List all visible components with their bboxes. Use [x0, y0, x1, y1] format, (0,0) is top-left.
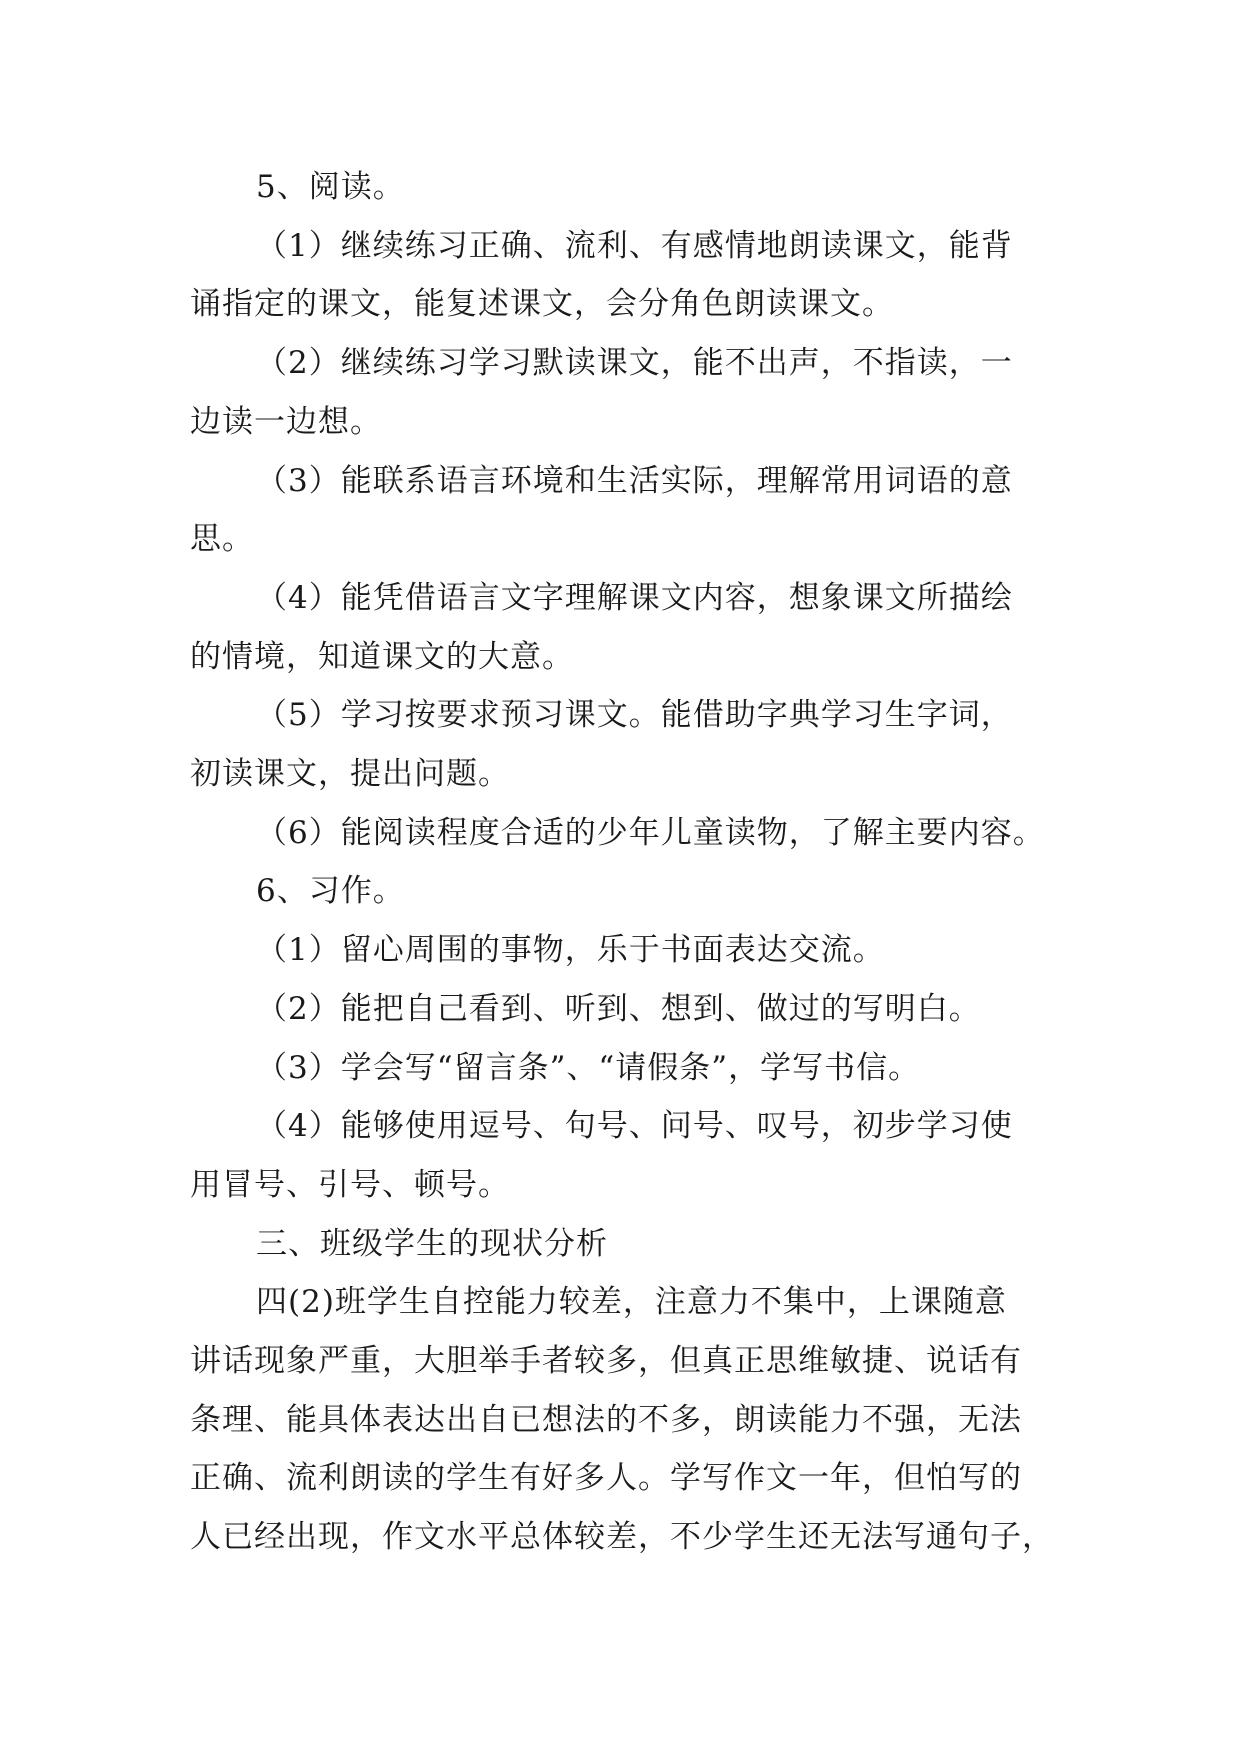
- text-line: 思。: [190, 521, 254, 558]
- text-line: 条理、能具体表达出自已想法的不多，朗读能力不强，无法: [190, 1401, 1022, 1438]
- text-line: 的情境，知道课文的大意。: [190, 638, 574, 675]
- text-line: （3）学会写“留言条”、“请假条”，学写书信。: [256, 1049, 921, 1086]
- text-line: 诵指定的课文，能复述课文，会分角色朗读课文。: [190, 286, 894, 323]
- text-line: （3）能联系语言环境和生活实际，理解常用词语的意: [256, 462, 1013, 499]
- section-heading-reading: 5、阅读。: [256, 169, 405, 205]
- text-line: （6）能阅读程度合适的少年儿童读物，了解主要内容。: [256, 814, 1045, 851]
- text-line: （1）留心周围的事物，乐于书面表达交流。: [256, 932, 885, 969]
- text-line: 讲话现象严重，大胆举手者较多，但真正思维敏捷、说话有: [190, 1343, 1022, 1380]
- text-line: 初读课文，提出问题。: [190, 756, 510, 793]
- text-line: （2）继续练习学习默读课文，能不出声，不指读，一: [256, 345, 1013, 382]
- text-line: 四(2)班学生自控能力较差，注意力不集中，上课随意: [256, 1284, 1007, 1321]
- text-line: 正确、流利朗读的学生有好多人。学写作文一年，但怕写的: [190, 1460, 1022, 1497]
- text-line: （4）能凭借语言文字理解课文内容，想象课文所描绘: [256, 579, 1013, 616]
- text-line: （5）学习按要求预习课文。能借助字典学习生字词，: [256, 697, 1013, 734]
- text-line: （2）能把自己看到、听到、想到、做过的写明白。: [256, 990, 981, 1027]
- section-heading-class-analysis: 三、班级学生的现状分析: [256, 1225, 608, 1262]
- text-line: 用冒号、引号、顿号。: [190, 1166, 510, 1203]
- text-line: 边读一边想。: [190, 403, 382, 440]
- section-heading-writing: 6、习作。: [256, 873, 405, 910]
- text-line: （4）能够使用逗号、句号、问号、叹号，初步学习使: [256, 1108, 1013, 1145]
- document-body: [190, 158, 1070, 1567]
- text-line: 人已经出现，作文水平总体较差，不少学生还无法写通句子，: [190, 1519, 1054, 1556]
- text-line: （1）继续练习正确、流利、有感情地朗读课文，能背: [256, 227, 1013, 264]
